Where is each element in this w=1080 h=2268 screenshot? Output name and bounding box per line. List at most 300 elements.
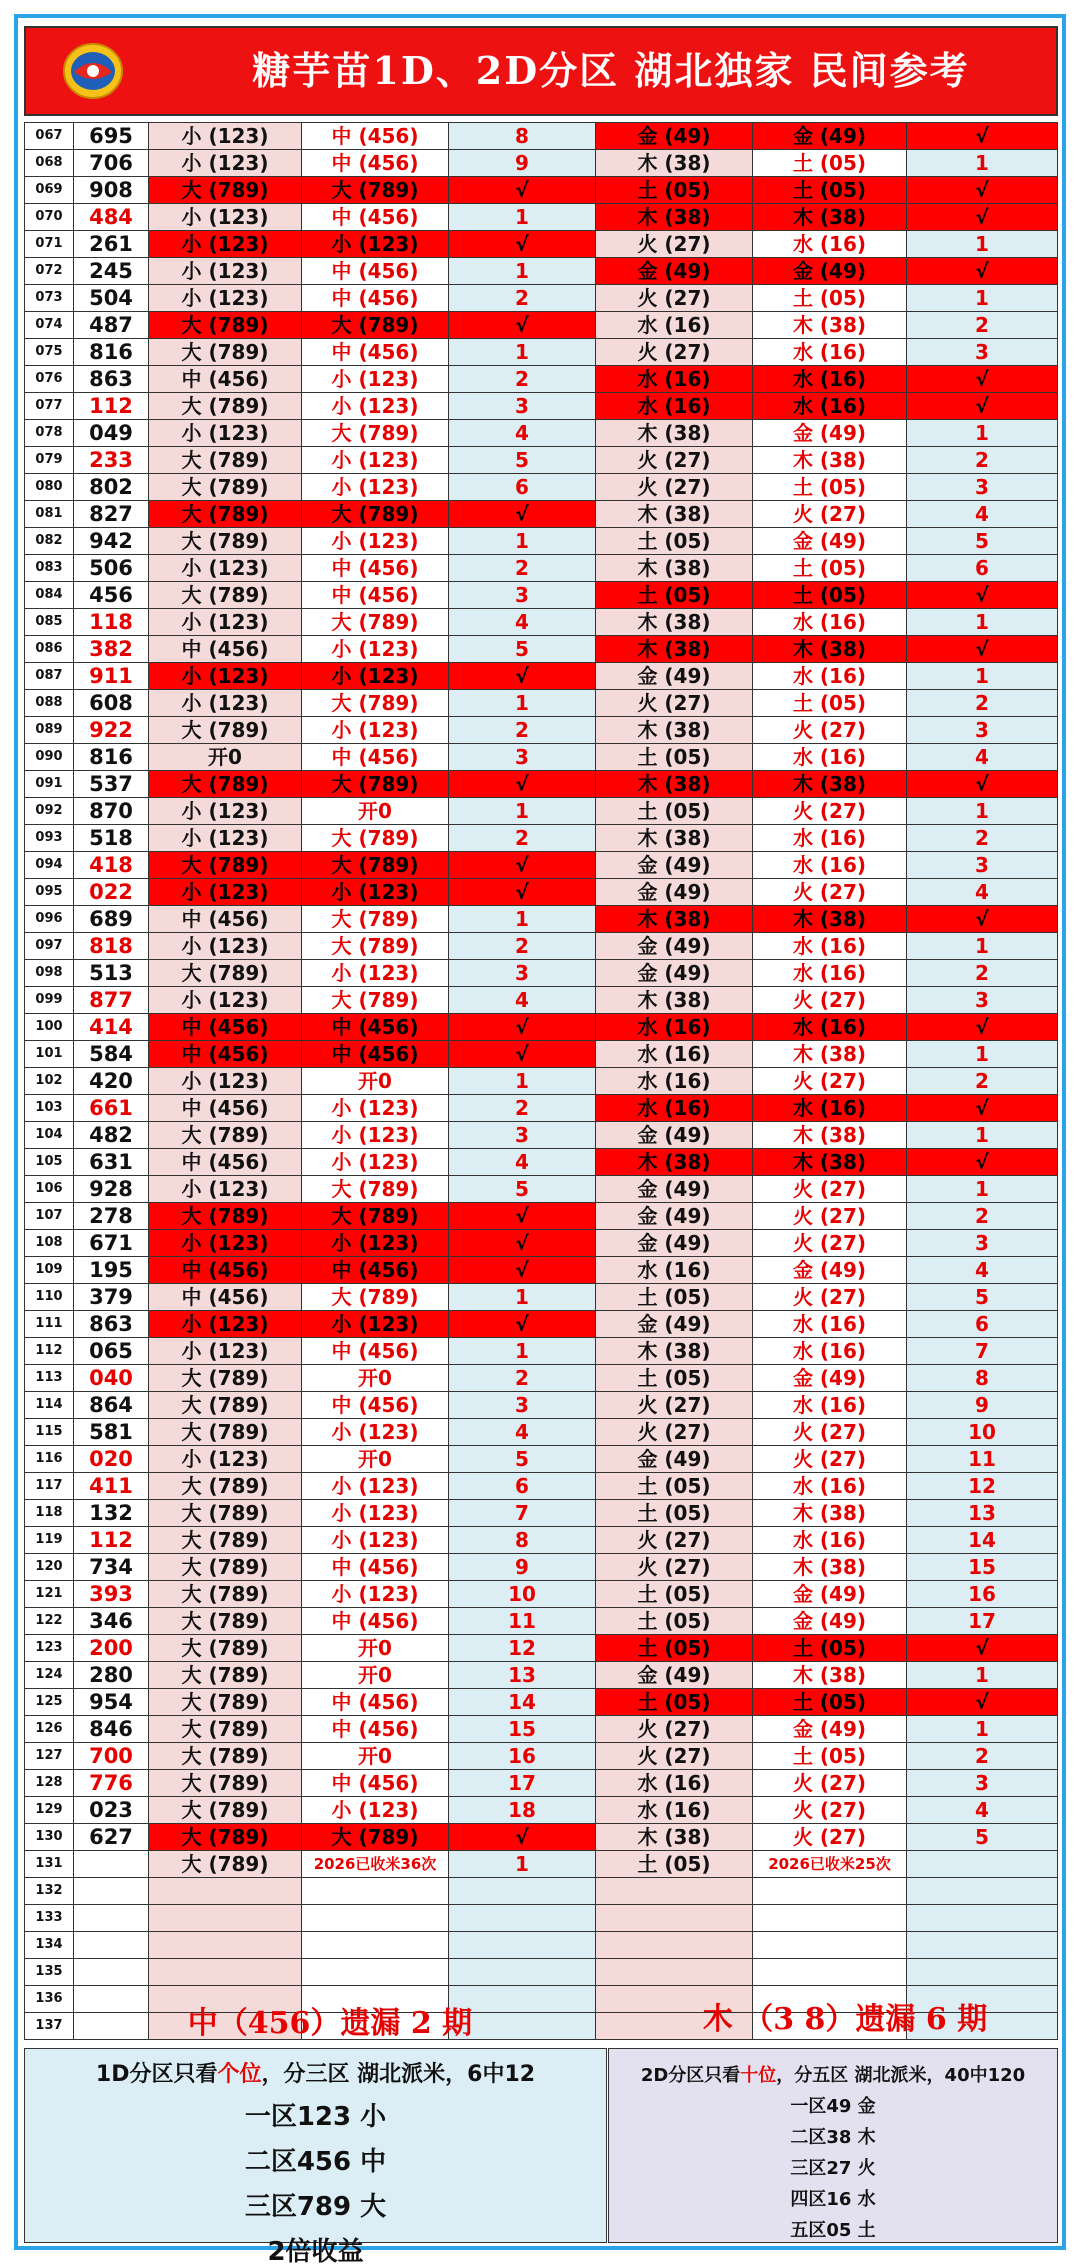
zone-1d-cell: 小 (123)	[149, 825, 302, 852]
result-1d-cell: 3	[449, 1122, 596, 1149]
result-2d-cell: 4	[907, 501, 1058, 528]
result-2d-cell: 1	[907, 231, 1058, 258]
draw-number-cell: 827	[74, 501, 149, 528]
zone-2d-cell: 水 (16)	[596, 1068, 753, 1095]
table-row	[25, 1176, 1058, 1203]
issue-cell: 071	[25, 231, 74, 258]
draw-number-cell: 608	[74, 690, 149, 717]
pick-1d-cell: 开0	[302, 1743, 449, 1770]
draw-number-cell: 382	[74, 636, 149, 663]
result-2d-cell: 1	[907, 285, 1058, 312]
zone-2d-cell: 土 (05)	[596, 177, 753, 204]
draw-number-cell: 942	[74, 528, 149, 555]
result-2d-cell: √	[907, 1149, 1058, 1176]
draw-number-cell	[74, 1905, 149, 1932]
pick-2d-cell: 火 (27)	[753, 1230, 907, 1257]
pick-2d-cell: 木 (38)	[753, 1554, 907, 1581]
pick-2d-cell: 木 (38)	[753, 906, 907, 933]
result-1d-cell: 3	[449, 582, 596, 609]
table-row	[25, 1365, 1058, 1392]
issue-cell: 085	[25, 609, 74, 636]
table-row	[25, 1824, 1058, 1851]
zone-1d-cell: 小 (123)	[149, 204, 302, 231]
pick-1d-cell: 大 (789)	[302, 690, 449, 717]
pick-2d-cell	[753, 1932, 907, 1959]
result-1d-cell: 1	[449, 528, 596, 555]
zone-1d-cell: 大 (789)	[149, 1743, 302, 1770]
draw-number-cell	[74, 1959, 149, 1986]
zone-1d-cell	[149, 1905, 302, 1932]
draw-number-cell: 195	[74, 1257, 149, 1284]
draw-number-cell: 706	[74, 150, 149, 177]
result-2d-cell: 3	[907, 717, 1058, 744]
pick-1d-cell: 小 (123)	[302, 1419, 449, 1446]
pick-1d-cell: 中 (456)	[302, 204, 449, 231]
pick-2d-cell: 土 (05)	[753, 285, 907, 312]
result-2d-cell	[907, 1959, 1058, 1986]
draw-number-cell: 908	[74, 177, 149, 204]
zone-1d-cell: 中 (456)	[149, 636, 302, 663]
zone-2d-cell: 水 (16)	[596, 1095, 753, 1122]
draw-number-cell: 504	[74, 285, 149, 312]
pick-2d-cell: 火 (27)	[753, 717, 907, 744]
zone-1d-cell: 小 (123)	[149, 987, 302, 1014]
zone-2d-cell: 水 (16)	[596, 1797, 753, 1824]
draw-number-cell: 420	[74, 1068, 149, 1095]
result-2d-cell: √	[907, 366, 1058, 393]
result-2d-cell: 2	[907, 1743, 1058, 1770]
draw-number-cell: 118	[74, 609, 149, 636]
pick-1d-cell: 中 (456)	[302, 1257, 449, 1284]
draw-number-cell: 584	[74, 1041, 149, 1068]
pick-1d-cell: 小 (123)	[302, 960, 449, 987]
result-1d-cell: 14	[449, 1689, 596, 1716]
zone-1d-cell: 大 (789)	[149, 474, 302, 501]
draw-number-cell	[74, 2013, 149, 2040]
zone-2d-cell: 木 (38)	[596, 1338, 753, 1365]
pick-2d-cell: 土 (05)	[753, 1635, 907, 1662]
zone-1d-cell	[149, 1878, 302, 1905]
result-1d-cell: 5	[449, 1176, 596, 1203]
result-2d-cell: 2	[907, 825, 1058, 852]
issue-cell: 078	[25, 420, 74, 447]
pick-2d-cell: 水 (16)	[753, 663, 907, 690]
zone-1d-cell: 大 (789)	[149, 393, 302, 420]
draw-number-cell: 816	[74, 744, 149, 771]
table-row	[25, 933, 1058, 960]
issue-cell: 111	[25, 1311, 74, 1338]
zone-1d-cell: 大 (789)	[149, 1122, 302, 1149]
table-row	[25, 1932, 1058, 1959]
pick-2d-cell: 土 (05)	[753, 1743, 907, 1770]
pick-2d-cell: 水 (16)	[753, 1095, 907, 1122]
issue-cell: 080	[25, 474, 74, 501]
table-row	[25, 852, 1058, 879]
result-2d-cell: 4	[907, 879, 1058, 906]
result-1d-cell: 2	[449, 285, 596, 312]
issue-cell: 081	[25, 501, 74, 528]
zone-1d-cell: 开0	[149, 744, 302, 771]
zone-2d-cell: 火 (27)	[596, 231, 753, 258]
zone-1d-cell: 大 (789)	[149, 1662, 302, 1689]
draw-number-cell: 414	[74, 1014, 149, 1041]
zone-1d-cell: 中 (456)	[149, 1095, 302, 1122]
zone-2d-cell: 土 (05)	[596, 1689, 753, 1716]
result-1d-cell: 4	[449, 420, 596, 447]
draw-number-cell	[74, 1851, 149, 1878]
issue-cell: 136	[25, 1986, 74, 2013]
result-1d-cell	[449, 1932, 596, 1959]
result-1d-cell: 1	[449, 1068, 596, 1095]
table-row	[25, 312, 1058, 339]
zone-2d-cell: 火 (27)	[596, 1716, 753, 1743]
issue-cell: 067	[25, 123, 74, 150]
result-2d-cell: 6	[907, 555, 1058, 582]
draw-number-cell: 734	[74, 1554, 149, 1581]
result-1d-cell: 12	[449, 1635, 596, 1662]
pick-2d-cell: 金 (49)	[753, 1365, 907, 1392]
zone-2d-cell	[596, 1932, 753, 1959]
table-row	[25, 798, 1058, 825]
zone-1d-cell: 中 (456)	[149, 1149, 302, 1176]
issue-cell: 073	[25, 285, 74, 312]
zone-2d-cell: 金 (49)	[596, 1176, 753, 1203]
pick-2d-cell: 木 (38)	[753, 1149, 907, 1176]
draw-number-cell: 671	[74, 1230, 149, 1257]
issue-cell: 120	[25, 1554, 74, 1581]
pick-1d-cell: 大 (789)	[302, 852, 449, 879]
pick-1d-cell: 小 (123)	[302, 231, 449, 258]
omission-1d: 中（456）遗漏 2 期	[187, 2006, 473, 2041]
draw-number-cell: 411	[74, 1473, 149, 1500]
issue-cell: 082	[25, 528, 74, 555]
results-table	[24, 122, 1058, 2040]
issue-cell: 134	[25, 1932, 74, 1959]
issue-cell: 095	[25, 879, 74, 906]
pick-1d-cell: 大 (789)	[302, 609, 449, 636]
pick-1d-cell: 小 (123)	[302, 1581, 449, 1608]
zone-2d-cell: 木 (38)	[596, 717, 753, 744]
result-1d-cell: 1	[449, 1284, 596, 1311]
zone-1d-cell: 小 (123)	[149, 258, 302, 285]
pick-2d-cell: 金 (49)	[753, 420, 907, 447]
issue-cell: 083	[25, 555, 74, 582]
draw-number-cell: 877	[74, 987, 149, 1014]
zone-2d-cell: 木 (38)	[596, 501, 753, 528]
issue-cell: 137	[25, 2013, 74, 2040]
pick-1d-cell	[302, 1932, 449, 1959]
result-1d-cell	[449, 1905, 596, 1932]
zone-1d-cell: 中 (456)	[149, 366, 302, 393]
result-2d-cell: √	[907, 1689, 1058, 1716]
zone-1d-cell: 大 (789)	[149, 1527, 302, 1554]
issue-cell: 070	[25, 204, 74, 231]
result-1d-cell: 11	[449, 1608, 596, 1635]
rules-1d-line: 三区789 大	[244, 2192, 387, 2222]
result-1d-cell: 2	[449, 825, 596, 852]
pick-1d-cell: 中 (456)	[302, 1608, 449, 1635]
result-2d-cell: 2	[907, 312, 1058, 339]
table-row	[25, 285, 1058, 312]
result-2d-cell: 1	[907, 663, 1058, 690]
zone-1d-cell: 小 (123)	[149, 663, 302, 690]
draw-number-cell: 518	[74, 825, 149, 852]
pick-1d-cell: 中 (456)	[302, 1716, 449, 1743]
draw-number-cell: 023	[74, 1797, 149, 1824]
zone-2d-cell	[596, 1959, 753, 1986]
pick-2d-cell: 水 (16)	[753, 339, 907, 366]
zone-2d-cell: 木 (38)	[596, 420, 753, 447]
result-2d-cell: √	[907, 393, 1058, 420]
table-row	[25, 1905, 1058, 1932]
pick-2d-cell: 木 (38)	[753, 636, 907, 663]
draw-number-cell: 418	[74, 852, 149, 879]
zone-1d-cell: 中 (456)	[149, 1257, 302, 1284]
zone-1d-cell: 小 (123)	[149, 123, 302, 150]
issue-cell: 096	[25, 906, 74, 933]
rules-1d-line: 一区123 小	[244, 2102, 387, 2132]
pick-2d-cell: 土 (05)	[753, 582, 907, 609]
zone-2d-cell: 火 (27)	[596, 690, 753, 717]
draw-number-cell: 870	[74, 798, 149, 825]
issue-cell: 089	[25, 717, 74, 744]
pick-2d-cell: 木 (38)	[753, 447, 907, 474]
result-2d-cell: √	[907, 204, 1058, 231]
result-2d-cell: √	[907, 636, 1058, 663]
table-row	[25, 1608, 1058, 1635]
pick-2d-cell: 火 (27)	[753, 1824, 907, 1851]
table-row	[25, 1257, 1058, 1284]
result-1d-cell: 5	[449, 1446, 596, 1473]
zone-2d-cell: 水 (16)	[596, 1014, 753, 1041]
result-1d-cell: 5	[449, 447, 596, 474]
result-1d-cell: 8	[449, 123, 596, 150]
zone-2d-cell: 金 (49)	[596, 258, 753, 285]
pick-1d-cell: 小 (123)	[302, 1095, 449, 1122]
issue-cell: 129	[25, 1797, 74, 1824]
result-1d-cell: 2	[449, 366, 596, 393]
pick-1d-cell: 中 (456)	[302, 1554, 449, 1581]
table-row	[25, 177, 1058, 204]
result-1d-cell: √	[449, 312, 596, 339]
table-row	[25, 339, 1058, 366]
result-2d-cell: 13	[907, 1500, 1058, 1527]
pick-1d-cell: 大 (789)	[302, 501, 449, 528]
table-row	[25, 582, 1058, 609]
pick-1d-cell: 小 (123)	[302, 474, 449, 501]
result-1d-cell: √	[449, 1230, 596, 1257]
result-2d-cell: 1	[907, 150, 1058, 177]
zone-2d-cell: 土 (05)	[596, 1365, 753, 1392]
result-1d-cell: √	[449, 663, 596, 690]
zone-2d-cell: 水 (16)	[596, 1770, 753, 1797]
pick-1d-cell: 大 (789)	[302, 1176, 449, 1203]
zone-1d-cell: 中 (456)	[149, 1014, 302, 1041]
issue-cell: 075	[25, 339, 74, 366]
draw-number-cell: 132	[74, 1500, 149, 1527]
zone-2d-cell: 木 (38)	[596, 150, 753, 177]
result-2d-cell: 2	[907, 447, 1058, 474]
zone-1d-cell: 大 (789)	[149, 1392, 302, 1419]
pick-1d-cell: 开0	[302, 1446, 449, 1473]
rules-2d-line: 四区16 水	[790, 2189, 876, 2210]
pick-1d-cell: 大 (789)	[302, 906, 449, 933]
issue-cell: 094	[25, 852, 74, 879]
pick-2d-cell: 土 (05)	[753, 150, 907, 177]
pick-2d-cell: 金 (49)	[753, 1608, 907, 1635]
issue-cell: 099	[25, 987, 74, 1014]
issue-cell: 106	[25, 1176, 74, 1203]
zone-2d-cell: 土 (05)	[596, 798, 753, 825]
table-row	[25, 1581, 1058, 1608]
zone-2d-cell: 火 (27)	[596, 474, 753, 501]
result-2d-cell	[907, 1878, 1058, 1905]
draw-number-cell: 245	[74, 258, 149, 285]
pick-1d-cell: 小 (123)	[302, 1797, 449, 1824]
pick-2d-cell: 金 (49)	[753, 258, 907, 285]
zone-2d-cell: 金 (49)	[596, 1446, 753, 1473]
zone-2d-cell: 水 (16)	[596, 393, 753, 420]
pick-2d-cell: 火 (27)	[753, 1446, 907, 1473]
pick-1d-cell	[302, 1905, 449, 1932]
zone-2d-cell: 水 (16)	[596, 366, 753, 393]
rules-1d-line: 2倍收益	[267, 2237, 364, 2267]
rules-2d-panel	[608, 2048, 1058, 2243]
issue-cell: 119	[25, 1527, 74, 1554]
result-1d-cell: 3	[449, 393, 596, 420]
result-2d-cell: 3	[907, 474, 1058, 501]
result-1d-cell: 7	[449, 1500, 596, 1527]
result-1d-cell: 17	[449, 1770, 596, 1797]
pick-2d-cell: 土 (05)	[753, 474, 907, 501]
draw-number-cell: 513	[74, 960, 149, 987]
issue-cell: 090	[25, 744, 74, 771]
zone-2d-cell: 金 (49)	[596, 1662, 753, 1689]
draw-number-cell	[74, 1986, 149, 2013]
result-1d-cell: √	[449, 1014, 596, 1041]
pick-2d-cell: 水 (16)	[753, 825, 907, 852]
issue-cell: 109	[25, 1257, 74, 1284]
pick-1d-cell: 中 (456)	[302, 582, 449, 609]
draw-number-cell: 661	[74, 1095, 149, 1122]
result-2d-cell: 1	[907, 1122, 1058, 1149]
table-row	[25, 501, 1058, 528]
issue-cell: 079	[25, 447, 74, 474]
zone-2d-cell: 土 (05)	[596, 1284, 753, 1311]
zone-2d-cell: 土 (05)	[596, 1608, 753, 1635]
table-row	[25, 1230, 1058, 1257]
omission-2d: 木 （3 8）遗漏 6 期	[702, 2002, 988, 2037]
issue-cell: 114	[25, 1392, 74, 1419]
table-row	[25, 717, 1058, 744]
table-row	[25, 1041, 1058, 1068]
pick-1d-cell: 中 (456)	[302, 285, 449, 312]
zone-1d-cell: 大 (789)	[149, 1851, 302, 1878]
zone-1d-cell: 小 (123)	[149, 555, 302, 582]
result-2d-cell: 3	[907, 852, 1058, 879]
result-1d-cell: 4	[449, 987, 596, 1014]
pick-2d-cell: 水 (16)	[753, 744, 907, 771]
result-2d-cell: 2	[907, 690, 1058, 717]
zone-2d-cell: 金 (49)	[596, 123, 753, 150]
draw-number-cell: 802	[74, 474, 149, 501]
zone-2d-cell: 金 (49)	[596, 933, 753, 960]
pick-2d-cell: 水 (16)	[753, 1392, 907, 1419]
zone-1d-cell: 小 (123)	[149, 231, 302, 258]
pick-2d-cell: 火 (27)	[753, 879, 907, 906]
result-2d-cell: 3	[907, 1230, 1058, 1257]
pick-2d-cell: 水 (16)	[753, 366, 907, 393]
table-row	[25, 1473, 1058, 1500]
pick-1d-cell: 中 (456)	[302, 1392, 449, 1419]
pick-2d-cell: 土 (05)	[753, 177, 907, 204]
pick-1d-cell: 开0	[302, 1662, 449, 1689]
zone-2d-cell: 木 (38)	[596, 555, 753, 582]
table-row	[25, 1716, 1058, 1743]
zone-1d-cell: 大 (789)	[149, 1500, 302, 1527]
pick-1d-cell: 开0	[302, 1068, 449, 1095]
zone-2d-cell: 水 (16)	[596, 1257, 753, 1284]
logo-icon	[62, 42, 124, 100]
result-1d-cell: 18	[449, 1797, 596, 1824]
zone-2d-cell: 火 (27)	[596, 1419, 753, 1446]
issue-cell: 123	[25, 1635, 74, 1662]
zone-1d-cell: 大 (789)	[149, 1419, 302, 1446]
pick-2d-cell: 木 (38)	[753, 1041, 907, 1068]
table-row	[25, 879, 1058, 906]
rules-1d-line: 二区456 中	[244, 2147, 387, 2177]
result-1d-cell: 1	[449, 339, 596, 366]
pick-2d-cell: 水 (16)	[753, 1527, 907, 1554]
zone-1d-cell: 小 (123)	[149, 1230, 302, 1257]
result-2d-cell: √	[907, 177, 1058, 204]
poster-frame	[14, 14, 1066, 2267]
pick-1d-cell: 大 (789)	[302, 1284, 449, 1311]
zone-1d-cell: 小 (123)	[149, 420, 302, 447]
draw-number-cell: 627	[74, 1824, 149, 1851]
issue-cell: 087	[25, 663, 74, 690]
pick-2d-cell: 金 (49)	[753, 528, 907, 555]
pick-2d-cell: 水 (16)	[753, 609, 907, 636]
pick-1d-cell: 大 (789)	[302, 420, 449, 447]
result-1d-cell	[449, 1959, 596, 1986]
result-2d-cell: 1	[907, 798, 1058, 825]
zone-2d-cell	[596, 1905, 753, 1932]
issue-cell: 098	[25, 960, 74, 987]
result-1d-cell: √	[449, 1203, 596, 1230]
draw-number-cell: 816	[74, 339, 149, 366]
draw-number-cell: 482	[74, 1122, 149, 1149]
draw-number-cell: 200	[74, 1635, 149, 1662]
zone-2d-cell: 土 (05)	[596, 744, 753, 771]
result-2d-cell: √	[907, 258, 1058, 285]
draw-number-cell: 022	[74, 879, 149, 906]
zone-1d-cell: 大 (789)	[149, 447, 302, 474]
zone-1d-cell: 大 (789)	[149, 528, 302, 555]
result-1d-cell: 8	[449, 1527, 596, 1554]
pick-1d-cell: 大 (789)	[302, 825, 449, 852]
pick-1d-cell: 小 (123)	[302, 528, 449, 555]
draw-number-cell: 954	[74, 1689, 149, 1716]
result-2d-cell: 10	[907, 1419, 1058, 1446]
draw-number-cell: 379	[74, 1284, 149, 1311]
table-row	[25, 555, 1058, 582]
draw-number-cell: 928	[74, 1176, 149, 1203]
zone-1d-cell: 小 (123)	[149, 285, 302, 312]
result-2d-cell: 1	[907, 1716, 1058, 1743]
table-row	[25, 1014, 1058, 1041]
issue-cell: 104	[25, 1122, 74, 1149]
